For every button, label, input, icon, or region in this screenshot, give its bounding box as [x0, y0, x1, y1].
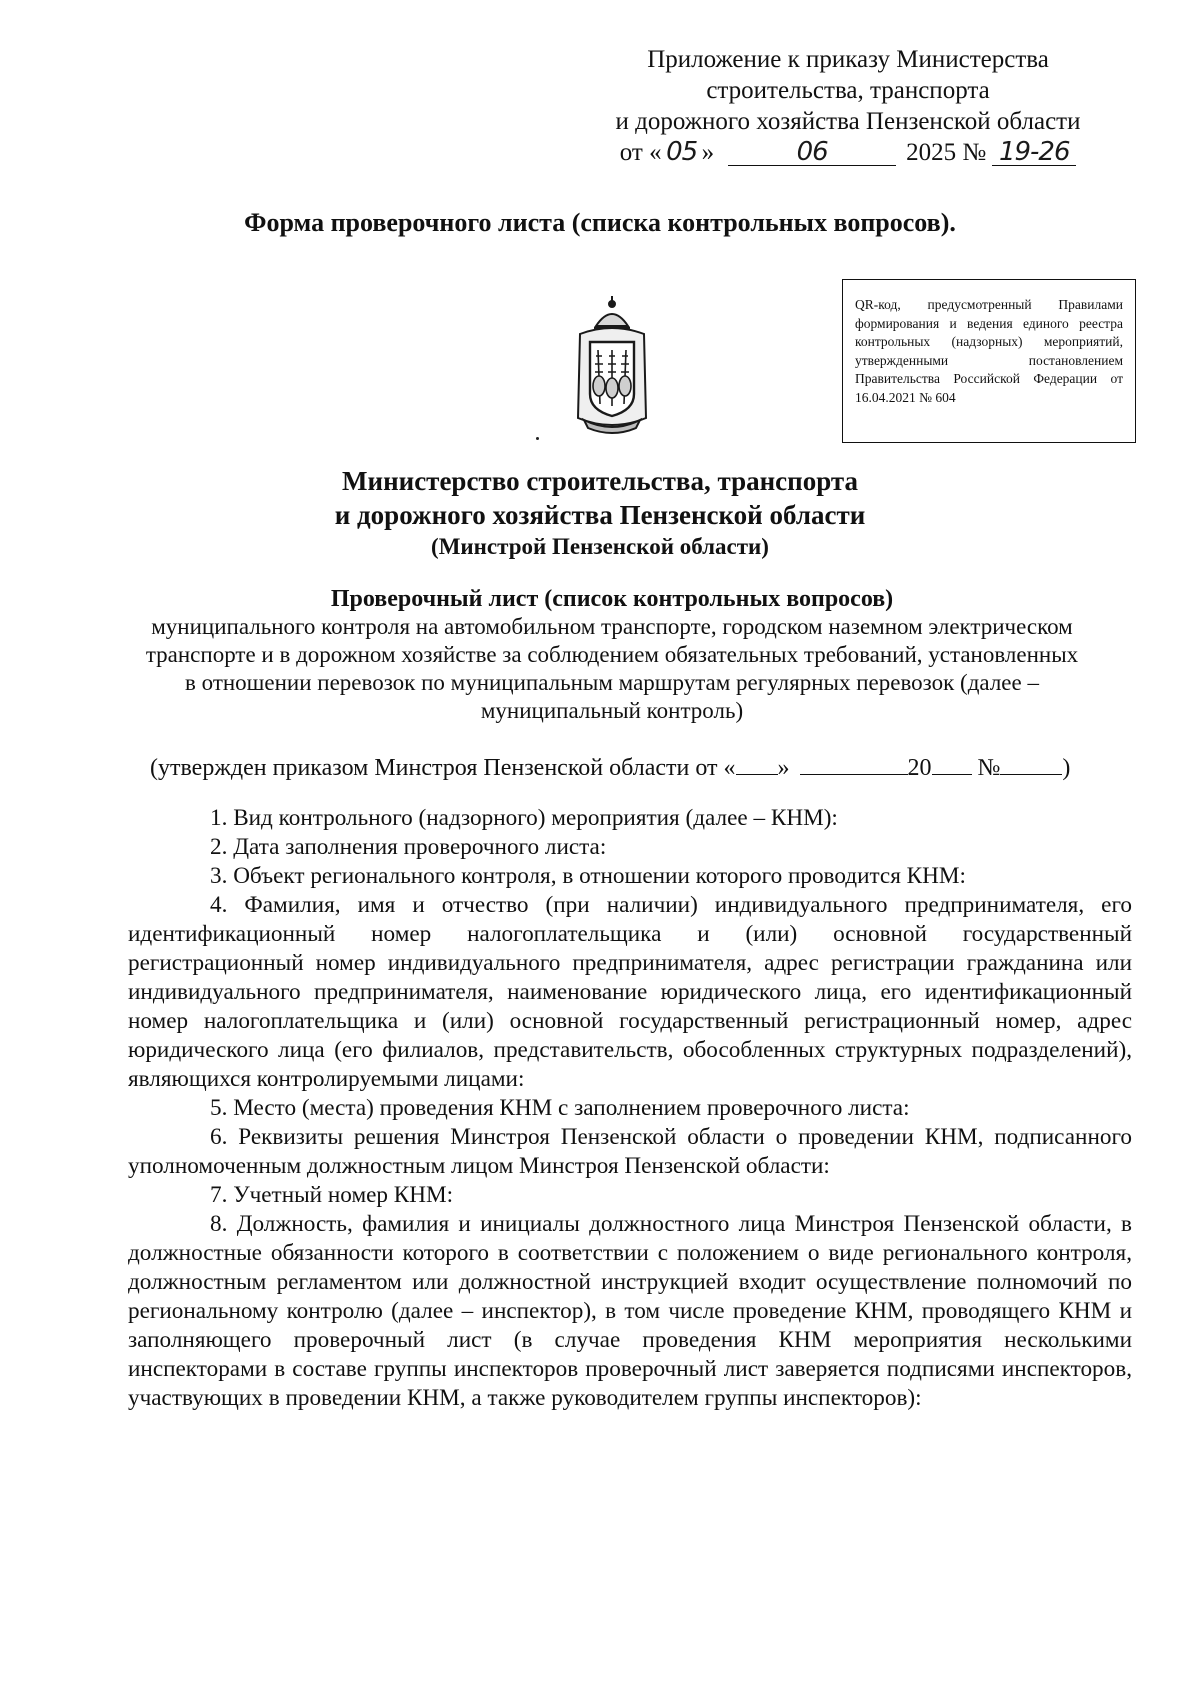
- appendix-line-2: строительства, транспорта: [706, 77, 990, 104]
- list-item: 7. Учетный номер КНМ:: [210, 1182, 454, 1208]
- checklist-subtitle-1: муниципального контроля на автомобильном транспорте, городском наземном электрическом: [151, 614, 1073, 639]
- appendix-line-3: и дорожного хозяйства Пензенской области: [615, 108, 1081, 135]
- blank-month: [800, 752, 908, 775]
- checklist-heading: [112, 585, 1112, 725]
- list-item: 6. Реквизиты решения Минстроя Пензенской области о проведении КНМ, подписанного уполномоченным должностным лицом Минстроя Пензенской области:: [128, 1124, 1132, 1179]
- date-prefix: от «: [619, 139, 662, 166]
- date-quote-close: »: [701, 139, 715, 166]
- ministry-heading: [0, 464, 1200, 562]
- year-and-number-sign: 2025 №: [906, 139, 987, 166]
- list-item: 8. Должность, фамилия и инициалы должностного лица Минстроя Пензенской области, в должностные обязанности которого в соответствии с положением о виде регионального контроля, должностным регламентом или должностной инструкцией входит осуществление полномочий по региональному контролю (далее – инспектор), в том числе проведение КНМ, проводящего КНМ и заполняющего проверочный лист (в случае проведения КНМ мероприятия несколькими инспекторами в составе группы инспекторов проверочный лист заверяется подписями инспекторов, участвующих в проведении КНМ, а также руководителем группы инспекторов):: [128, 1211, 1132, 1411]
- blank-year: [932, 752, 972, 775]
- handwritten-order-number: 19-26: [992, 139, 1076, 166]
- list-item: 5. Место (места) проведения КНМ с заполнением проверочного листа:: [210, 1095, 910, 1121]
- qr-code-placeholder-box: [842, 279, 1136, 443]
- ministry-line-1: Министерство строительства, транспорта: [342, 466, 858, 496]
- handwritten-month: 06: [728, 139, 896, 166]
- checklist-subtitle-2: транспорте и в дорожном хозяйстве за соблюдением обязательных требований, установленных: [145, 642, 1079, 667]
- ministry-short-name: (Минстрой Пензенской области): [431, 534, 769, 559]
- form-title: Форма проверочного листа (списка контрольных вопросов).: [244, 208, 956, 237]
- list-item: 3. Объект регионального контроля, в отношении которого проводится КНМ:: [210, 863, 966, 889]
- blank-day: [736, 752, 778, 775]
- checklist-title: Проверочный лист (список контрольных вопросов): [330, 586, 894, 612]
- qr-box-text: QR-код, предусмотренный Правилами формирования и ведения единого реестра контрольных (надзорных) мероприятий, утвержденными постановлением Правительства Российской Федерации от 16.04.2021 № 604: [855, 297, 1123, 405]
- approval-century: 20: [907, 755, 932, 781]
- approval-line: [150, 752, 1150, 782]
- list-item: 2. Дата заполнения проверочного листа:: [210, 834, 607, 860]
- approval-quote-close: »: [777, 755, 790, 781]
- approval-number-sign: №: [977, 755, 1001, 781]
- handwritten-day: 05: [666, 137, 698, 167]
- appendix-line-1: Приложение к приказу Министерства: [647, 46, 1049, 73]
- checklist-subtitle-3: в отношении перевозок по муниципальным маршрутам регулярных перевозок (далее –: [185, 670, 1039, 695]
- appendix-header: [568, 44, 1128, 168]
- list-item: 4. Фамилия, имя и отчество (при наличии) индивидуального предпринимателя, его идентификационный номер налогоплательщика и (или) основной государственный регистрационный номер индивидуального предпринимателя, адрес регистрации гражданина или индивидуального предпринимателя, наименование юридического лица, его идентификационный номер налогоплательщика и (или) основной государственный регистрационный номер, адрес юридического лица (его филиалов, представительств, обособленных структурных подразделений), являющихся контролируемыми лицами:: [128, 892, 1132, 1092]
- appendix-date-line: [568, 137, 1128, 168]
- ministry-line-2: и дорожного хозяйства Пензенской области: [334, 500, 866, 530]
- stray-dot: [536, 437, 539, 440]
- form-items: [128, 804, 1132, 1413]
- penza-coat-of-arms-icon: [566, 292, 658, 436]
- checklist-subtitle-4: муниципальный контроль): [480, 698, 744, 723]
- approval-prefix: (утвержден приказом Минстроя Пензенской области от «: [150, 755, 736, 781]
- list-item: 1. Вид контрольного (надзорного) мероприятия (далее – КНМ):: [210, 805, 838, 831]
- approval-close: ): [1062, 755, 1071, 781]
- blank-number: [1000, 752, 1062, 775]
